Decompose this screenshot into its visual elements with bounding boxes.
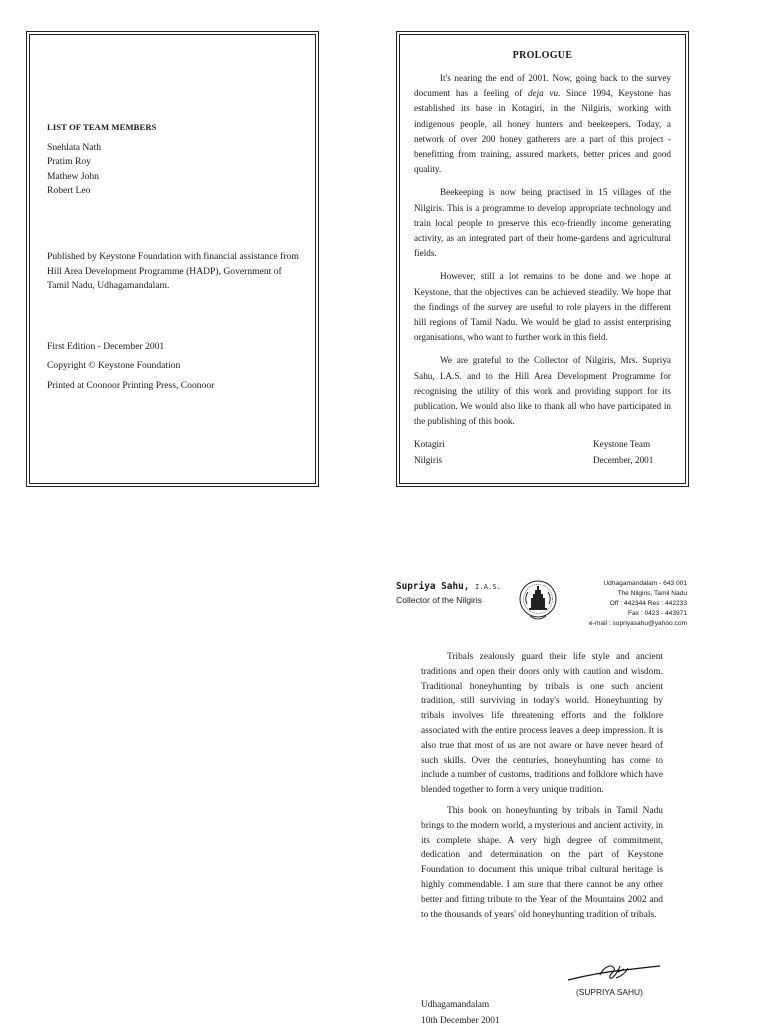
letter-paragraph: Tribals zealously guard their life style and ancient traditions and open their doors only with caution and wisdom. Traditional honeyhunting by tribals is one such ancient tradition, still surviving in today's world. Honeyhunting by tribals involves life threatening efforts and the folklore associated with the entire process leaves a deep impression. It is also true that most of us are not aware or have never heard of such skills. Over the centuries, honeyhunting has come to include a number of customs, traditions and folklore which have blended together to form a very unique tradition. — [421, 652, 663, 796]
prologue-paragraph: Beekeeping is now being practised in 15 villages of the Nilgiris. This is a programme to develop appropriate technology and train local people to preserve this eco-friendly income generating activity, as an integrated part of their home-gardens and agricultural fields. — [414, 187, 671, 259]
signoff-date: December, 2001 — [593, 454, 654, 465]
prologue-title: PROLOGUE — [512, 50, 573, 61]
sender-honorific: I.A.S. — [475, 582, 501, 591]
signatory-name: (SUPRIYA SAHU) — [576, 987, 643, 997]
signoff-row — [414, 453, 671, 468]
address-line: Off : 442344 Res : 442233 — [609, 600, 687, 607]
prologue-p1-end: . Since 1994, Keystone has established its base in Kotagiri, in the Nilgiris, working with indigenous people, all honey hunters and beekeepers. Today, a network of over 200 honey gatherers are a part of this project - benefitting from training, assured markets, better prices and good quality. — [414, 88, 672, 175]
signoff-row — [414, 437, 671, 452]
team-heading: LIST OF TEAM MEMBERS — [47, 122, 157, 132]
handwritten-signature-icon — [564, 960, 664, 986]
sender-name: Supriya Sahu, — [396, 581, 470, 592]
letter-body — [421, 650, 663, 928]
publisher-line: Published by Keystone Foundation with financial assistance from — [47, 250, 299, 262]
prologue-p1-italic: deja vu — [527, 88, 559, 99]
team-members-list — [47, 141, 307, 199]
edition-line: First Edition - December 2001 — [47, 340, 165, 352]
prologue-paragraph: However, still a lot remains to be done and we hope at Keystone, that the objectives can be achieved steadily. We hope that the findings of the survey are useful to role players in the different hill regions of Tamil Nadu. We would be glad to assist enterprising organisations, who want to further work in this field. — [414, 271, 671, 343]
prologue-page — [396, 31, 689, 487]
credits-content — [47, 120, 307, 394]
letter-paragraph: This book on honeyhunting by tribals in Tamil Nadu brings to the modern world, a mysterious and ancient activity, in its complete shape. A very high degree of commitment, dedication and determination on the part of Keystone Foundation to document this unique tribal cultural heritage is highly commendable. I am sure that there cannot be any other better and fitting tribute to the Year of the Mountains 2002 and to the thousands of years' old honeyhunting tradition of tribals. — [421, 805, 663, 920]
team-member: Pratim Roy — [47, 156, 91, 168]
team-member: Robert Leo — [47, 185, 91, 197]
signoff-author: Keystone Team — [593, 439, 651, 450]
prologue-p1-start: It's nearing the end of 2001. Now, going back to the survey document has a feeling of — [414, 73, 671, 99]
address-line: Udhagamandalam - 643 001 — [603, 580, 687, 587]
state-emblem-icon — [518, 578, 558, 624]
credits-page — [26, 31, 319, 487]
address-line: e-mail : supriyasahu@yahoo.com — [589, 620, 687, 627]
prologue-paragraph — [414, 71, 671, 177]
address-line: The Nilgiris, Tamil Nadu — [617, 590, 687, 597]
publisher-line: Tamil Nadu, Udhagamandalam. — [47, 280, 170, 292]
prologue-paragraph: We are grateful to the Collector of Nilgiris, Mrs. Supriya Sahu, I.A.S. and to the Hill Area Development Programme for recognising the utility of this work and providing support for its publication. We would also like to thank all who have participated in the publishing of this book. — [414, 355, 671, 427]
address-line: Fax : 0423 - 443971 — [627, 610, 687, 617]
letterhead-name — [396, 581, 501, 592]
letter-date: 10th December 2001 — [421, 1016, 500, 1026]
team-member: Mathew John — [47, 170, 99, 182]
collector-letter — [394, 575, 694, 1025]
signoff-place: Kotagiri — [414, 439, 445, 450]
letterhead-address — [589, 579, 687, 629]
team-member: Snehlata Nath — [47, 141, 102, 153]
copyright-line: Copyright © Keystone Foundation — [47, 360, 181, 372]
publisher-note — [47, 250, 307, 294]
printer-line: Printed at Coonoor Printing Press, Coonoor — [47, 379, 215, 391]
letterhead-title: Collector of the Nilgiris — [396, 595, 482, 605]
signoff-region: Nilgiris — [414, 454, 443, 465]
prologue-body — [414, 71, 671, 468]
letter-place-date — [421, 997, 500, 1029]
letter-place: Udhagamandalam — [421, 1000, 490, 1010]
publisher-line: Hill Area Development Programme (HADP), Government of — [47, 265, 282, 277]
